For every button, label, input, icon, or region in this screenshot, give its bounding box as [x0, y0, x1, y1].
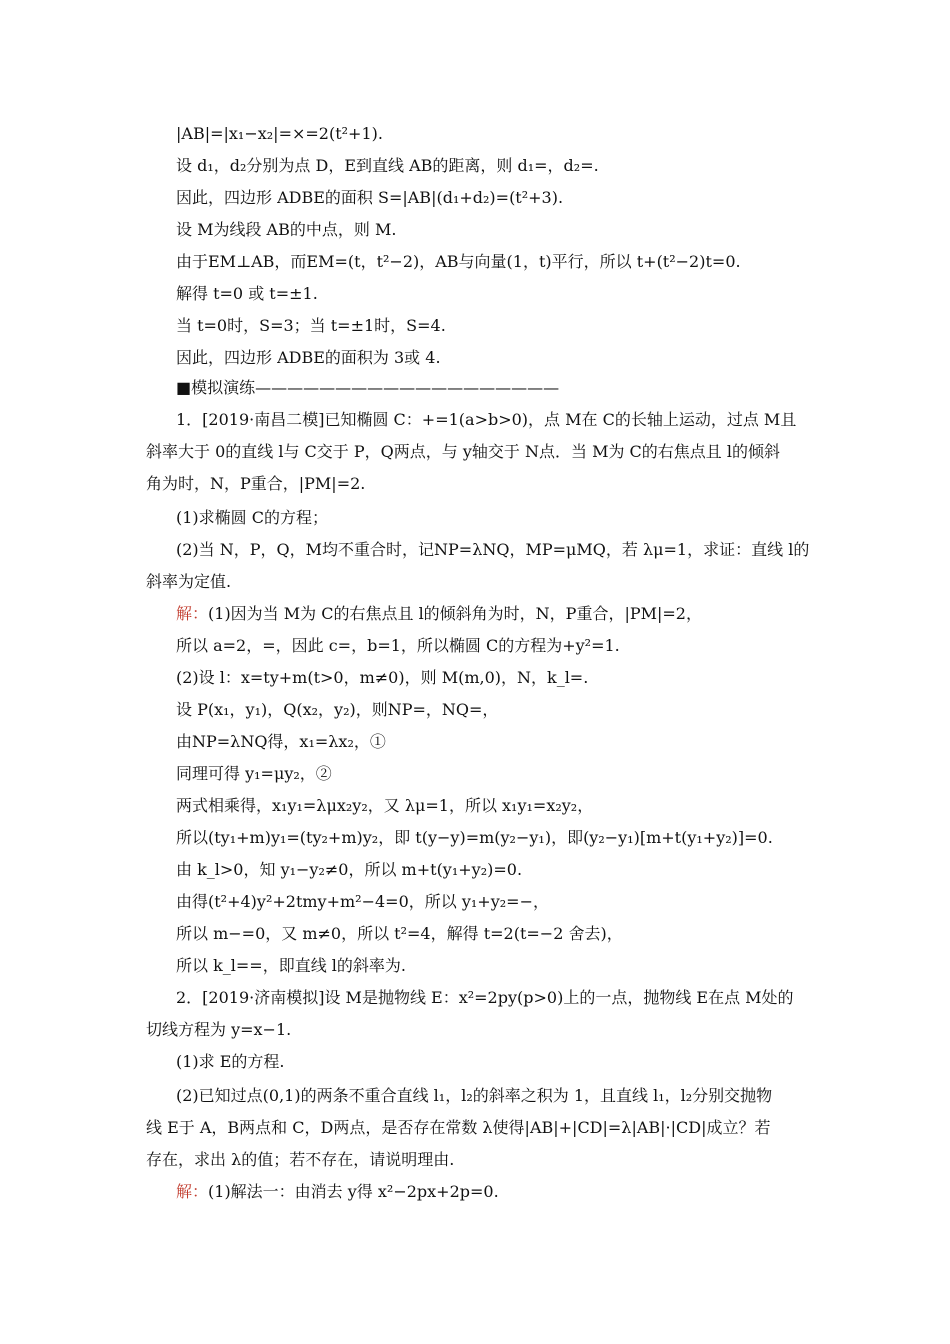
text-line: 1．[2019·南昌二模]已知椭圆 C：+=1(a>b>0)，点 M在 C的长轴上运动，过点 M且 — [176, 410, 797, 429]
text-line: 同理可得 y₁=μy₂，② — [176, 764, 332, 783]
text-line: (2)设 l：x=ty+m(t>0，m≠0)，则 M(m,0)，N，k_l=. — [176, 668, 589, 687]
text-line: 由NP=λNQ得，x₁=λx₂，① — [176, 732, 386, 751]
text-line: 由得(t²+4)y²+2tmy+m²−4=0，所以 y₁+y₂=−， — [176, 892, 549, 911]
text-line: (1)求椭圆 C的方程； — [176, 508, 328, 527]
text-line: (1)求 E的方程. — [176, 1052, 285, 1071]
text-line: 设 M为线段 AB的中点，则 M. — [176, 220, 397, 239]
text-line: 当 t=0时，S=3；当 t=±1时，S=4. — [176, 316, 446, 335]
text-line: 线 E于 A，B两点和 C，D两点，是否存在常数 λ使得|AB|+|CD|=λ|AB|·|CD|成立？若 — [146, 1118, 771, 1137]
solution-label: 解： — [176, 604, 209, 623]
text-line: 因此，四边形 ADBE的面积为 3或 4. — [176, 348, 441, 367]
text-line: |AB|=|x₁−x₂|=×=2(t²+1). — [176, 124, 383, 143]
text-line: 存在，求出 λ的值；若不存在，请说明理由. — [146, 1150, 455, 1169]
text-line — [176, 604, 814, 624]
text-line: 所以 a=2，=，因此 c=，b=1，所以椭圆 C的方程为+y²=1. — [176, 636, 620, 655]
text-line: 所以 k_l==，即直线 l的斜率为. — [176, 956, 407, 975]
text-line: (2)已知过点(0,1)的两条不重合直线 l₁，l₂的斜率之积为 1，且直线 l₁，l₂分别交抛物 — [176, 1086, 773, 1105]
solution-label: 解： — [176, 1182, 209, 1201]
text-line: 因此，四边形 ADBE的面积 S=|AB|(d₁+d₂)=(t²+3). — [176, 188, 564, 207]
text-line — [176, 1182, 814, 1202]
text-line: 解得 t=0 或 t=±1. — [176, 284, 318, 303]
text-line: 两式相乘得，x₁y₁=λμx₂y₂，又 λμ=1，所以 x₁y₁=x₂y₂， — [176, 796, 594, 815]
text-line: 所以 m−=0，又 m≠0，所以 t²=4，解得 t=2(t=−2 舍去)， — [176, 924, 623, 943]
text-line: 设 P(x₁，y₁)，Q(x₂，y₂)，则NP=，NQ=， — [176, 700, 499, 719]
text-line: 角为时，N，P重合，|PM|=2. — [146, 474, 366, 493]
text-line: 2．[2019·济南模拟]设 M是抛物线 E：x²=2py(p>0)上的一点，抛物线 E在点 M处的 — [176, 988, 794, 1007]
text-line: (2)当 N，P，Q，M均不重合时，记NP=λNQ，MP=μMQ，若 λμ=1，求证：直线 l的 — [176, 540, 810, 559]
text-line: 设 d₁，d₂分别为点 D，E到直线 AB的距离，则 d₁=，d₂=. — [176, 156, 599, 175]
text-line: 由 k_l>0，知 y₁−y₂≠0，所以 m+t(y₁+y₂)=0. — [176, 860, 523, 879]
text-line-content: (1)解法一：由消去 y得 x²−2px+2p=0. — [208, 1182, 499, 1201]
text-line: 斜率为定值. — [146, 572, 232, 591]
section-heading: ■模拟演练——————————————————— — [176, 378, 560, 397]
text-line: 切线方程为 y=x−1. — [146, 1020, 292, 1039]
text-line: 斜率大于 0的直线 l与 C交于 P，Q两点，与 y轴交于 N点．当 M为 C的右焦点且 l的倾斜 — [146, 442, 780, 461]
text-line: 由于EM⊥AB，而EM=(t，t²−2)，AB与向量(1，t)平行，所以 t+(t²−2)t=0. — [176, 252, 741, 271]
text-line: 所以(ty₁+m)y₁=(ty₂+m)y₂，即 t(y−y)=m(y₂−y₁)，即(y₂−y₁)[m+t(y₁+y₂)]=0. — [176, 828, 773, 847]
text-line-content: (1)因为当 M为 C的右焦点且 l的倾斜角为时，N，P重合，|PM|=2， — [208, 604, 702, 623]
